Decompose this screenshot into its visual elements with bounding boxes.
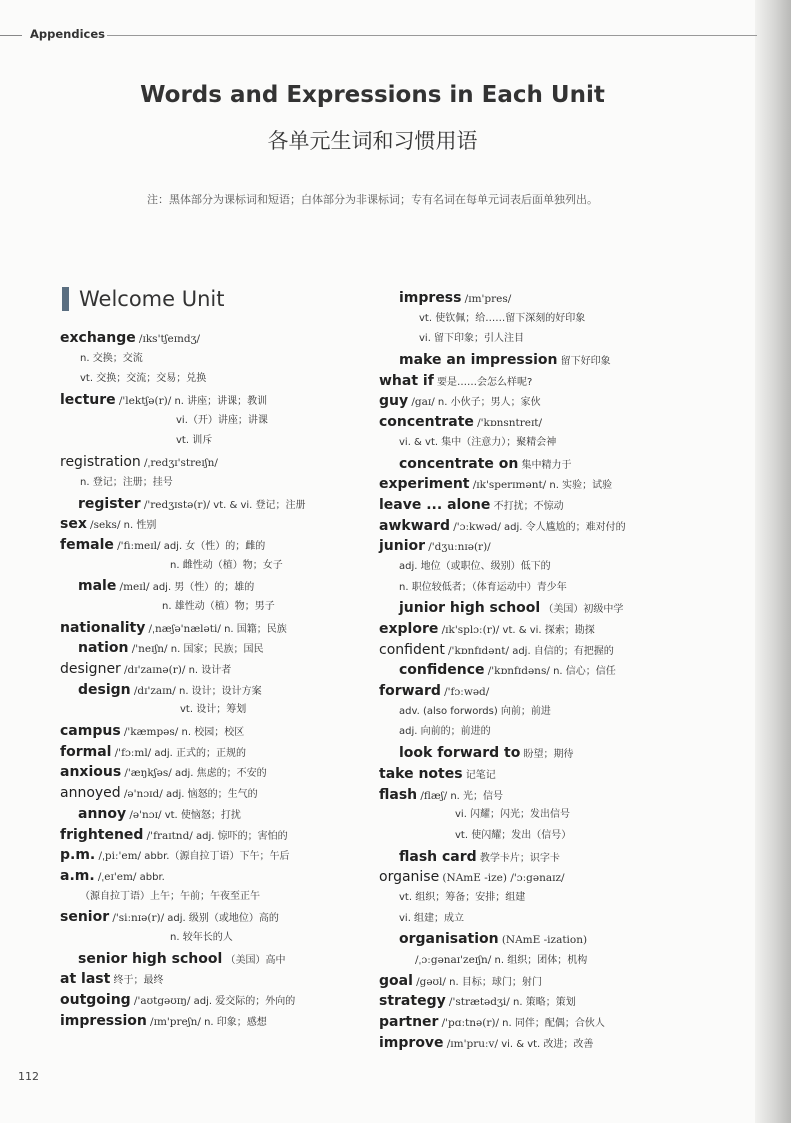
vocab-entry (379, 412, 679, 433)
page-edge-shadow (755, 0, 791, 1123)
definition: vt. 使恼怒；打扰 (164, 809, 241, 821)
definition: n. 策略；策划 (513, 997, 576, 1009)
vocab-entry (60, 349, 360, 370)
definition: 盼望；期待 (523, 749, 574, 761)
phonetic: /ɪks'tʃeɪndʒ/ (138, 333, 201, 345)
vocab-entry (60, 804, 360, 825)
vocab-entry (60, 473, 360, 494)
vocab-entry (379, 598, 679, 619)
vocab-entry (60, 928, 360, 949)
headword: leave ... alone (379, 496, 491, 513)
headword: impression (60, 1012, 147, 1029)
definition: n. 光；信号 (450, 790, 504, 802)
vocab-entry (379, 909, 679, 930)
vocab-entry (379, 764, 679, 785)
definition: （美国）初级中学 (543, 604, 624, 616)
headword: senior high school (78, 950, 223, 967)
vocab-entry (379, 454, 679, 475)
definition: vt. 使钦佩；给……留下深刻的好印象 (419, 312, 586, 324)
definition: n. 印象；感想 (204, 1016, 267, 1028)
phonetic: /'kɒnsntreɪt/ (477, 417, 543, 430)
definition: adj. 女（性）的；雌的 (163, 540, 266, 552)
vocab-entry (379, 329, 679, 350)
vocab-entry (379, 1012, 679, 1033)
headword: impress (399, 290, 462, 306)
vocab-entry (60, 907, 360, 928)
definition: n. 国家；民族；国民 (170, 644, 264, 656)
definition: vt. 组织；筹备；安排；组建 (399, 891, 526, 903)
definition: n. 职位较低者；（体育运动中）青少年 (399, 581, 567, 593)
phonetic: /'kɒnfɪdənt/ (448, 644, 509, 657)
headword: outgoing (60, 992, 131, 1008)
headword: partner (379, 1014, 439, 1031)
phonetic: /meɪl/ (119, 581, 150, 594)
vocab-entry (60, 887, 360, 908)
definition: n. 实验；试验 (549, 480, 613, 492)
definition: adj. 令人尴尬的；难对付的 (504, 521, 626, 533)
vocab-entry (60, 328, 360, 349)
unit-heading (62, 287, 224, 311)
headword: lecture (60, 392, 116, 409)
phonetic: /'fɔːwəd/ (444, 686, 490, 699)
headword: awkward (379, 517, 450, 534)
headword: confidence (399, 662, 485, 679)
vocab-entry (60, 535, 360, 556)
definition: vi. & vt. 改进；改善 (501, 1038, 594, 1050)
headword: sex (60, 516, 87, 533)
vocab-entry (379, 288, 679, 309)
phonetic: /gaɪ/ (411, 396, 435, 409)
definition: vi. & vt. 集中（注意力）；聚精会神 (399, 436, 557, 448)
definition: 教学卡片；识字卡 (479, 852, 560, 864)
phonetic: /'kæmpəs/ (123, 726, 179, 739)
headword: campus (60, 723, 121, 740)
vocab-entry (60, 990, 360, 1011)
vocab-entry (379, 391, 679, 412)
phonetic: /'fiːmeɪl/ (117, 539, 161, 552)
definition: n. 组织；团体；机构 (494, 955, 588, 966)
headword: take notes (379, 765, 463, 782)
headword: formal (60, 743, 112, 760)
vocab-entry (379, 929, 679, 950)
vocab-entry (60, 514, 360, 535)
vocab-entry (60, 1011, 360, 1032)
definition: 集中精力于 (521, 459, 572, 471)
definition: adv. (also forwords) 向前；前进 (399, 705, 551, 717)
definition: 留下好印象 (560, 356, 611, 368)
headword: p.m. (60, 847, 96, 864)
headword: forward (379, 683, 441, 700)
vocab-entry (379, 309, 679, 330)
vocab-entry (379, 826, 679, 847)
vocab-entry (379, 722, 679, 743)
phonetic: /'strætədʒi/ (448, 996, 510, 1009)
headword: frightened (60, 826, 144, 843)
vocab-entry (379, 495, 679, 516)
phonetic: /'siːnɪə(r)/ (112, 912, 165, 925)
headword: designer (60, 661, 121, 677)
phonetic: /gəʊl/ (416, 975, 446, 988)
vocab-entry (379, 1033, 679, 1054)
phonetic: /'neɪʃn/ (131, 643, 168, 656)
vocab-entry (60, 638, 360, 659)
vocab-entry (379, 991, 679, 1012)
phonetic: /'dʒuːnɪə(r)/ (428, 541, 491, 554)
phonetic: /ɪm'preʃn/ (150, 1015, 201, 1028)
vocab-entry (60, 866, 360, 887)
vocab-entry (379, 516, 679, 537)
vocab-entry (379, 743, 679, 764)
vocab-entry (379, 785, 679, 806)
phonetic: /ɪm'pruːv/ (446, 1037, 498, 1050)
phonetic: /ə'nɔɪd/ (123, 788, 163, 801)
headword: senior (60, 909, 110, 926)
definition: n. 雄性动（植）物；男子 (162, 600, 275, 612)
vocab-entry (379, 619, 679, 640)
definition: n. 登记；注册；挂号 (80, 476, 173, 488)
unit-title: Welcome Unit (79, 287, 225, 311)
phonetic: /'kɒnfɪdəns/ (487, 665, 550, 678)
phonetic: /ə'nɔɪ/ (129, 808, 162, 821)
headword: confident (379, 641, 445, 658)
vocab-entry (60, 576, 360, 597)
definition: n. 同伴；配偶；合伙人 (502, 1018, 605, 1030)
definition: n. 小伙子；男人；家伙 (437, 397, 541, 409)
vocab-entry (379, 371, 679, 392)
definition: adj. 级别（或地位）高的 (167, 913, 279, 925)
vocab-entry (379, 640, 679, 661)
definition: vt. 训斥 (176, 435, 213, 447)
vocab-entry (379, 474, 679, 495)
headword: explore (379, 621, 439, 637)
phonetic: /'æŋkʃəs/ (124, 767, 172, 780)
phonetic: /ˌpiː'em/ (98, 850, 142, 863)
definition: （源自拉丁语）上午；午前；午夜至正午 (80, 890, 260, 902)
definition: vi. 组建；成立 (399, 912, 465, 924)
phonetic: /'aʊtgəʊɪŋ/ (133, 995, 191, 1007)
phonetic: /ɪm'pres/ (464, 293, 512, 305)
definition: n. 校园；校区 (181, 727, 245, 739)
definition: adj. 焦虑的；不安的 (174, 768, 267, 780)
vocab-entry (379, 660, 679, 681)
definition: adj. 正式的；正规的 (154, 747, 247, 759)
vocab-entry (60, 659, 360, 680)
definition: vi. 留下印象；引人注目 (419, 333, 525, 345)
page-title-chinese: 各单元生词和习惯用语 (267, 129, 478, 153)
headword: female (60, 536, 114, 553)
definition: （美国）高中 (225, 954, 286, 966)
headword: nation (78, 640, 129, 657)
phonetic: /dɪ'zaɪnə(r)/ (124, 664, 186, 676)
phonetic: /ɪk'splɔː(r)/ (441, 624, 500, 636)
headword: design (78, 681, 131, 698)
header-rule-left (0, 35, 22, 36)
definition: n. 目标；球门；射门 (449, 976, 542, 988)
definition: vt. & vi. 探索；勘探 (502, 625, 595, 636)
definition: vi. 闪耀；闪光；发出信号 (455, 809, 571, 821)
definition: abbr. (139, 871, 165, 883)
vocab-entry (379, 888, 679, 909)
vocab-entry (60, 390, 360, 411)
headword: junior high school (399, 600, 541, 617)
vocabulary-column-right (379, 288, 679, 1053)
definition: adj. 惊吓的；害怕的 (196, 830, 288, 842)
headword: organisation (399, 931, 499, 948)
phonetic: /'ɔːkwəd/ (453, 520, 501, 533)
phonetic: /ˌeɪ'em/ (97, 870, 137, 883)
vocab-entry (60, 762, 360, 783)
phonetic: /ˌredʒɪ'streɪʃn/ (143, 457, 218, 470)
headword: organise (379, 869, 440, 886)
vocab-entry (379, 971, 679, 992)
headword: experiment (379, 476, 470, 493)
definition: 记笔记 (465, 769, 496, 781)
definition: vt. 使闪耀；发出（信号） (455, 829, 572, 841)
vocab-entry (379, 536, 679, 557)
definition: n. 雌性动（植）物；女子 (170, 559, 283, 571)
phonetic: /dɪ'zaɪn/ (133, 684, 176, 697)
vocab-entry (60, 825, 360, 846)
vocab-entry (60, 969, 360, 990)
unit-heading-bar (62, 287, 69, 311)
headword: annoyed (60, 785, 121, 802)
vocab-entry (379, 847, 679, 868)
vocabulary-column-left (60, 328, 360, 1031)
vocab-entry (379, 557, 679, 578)
headword: at last (60, 971, 111, 988)
headword: annoy (78, 805, 127, 822)
phonetic: /ˌnæʃə'næləti/ (148, 622, 221, 635)
headword: what if (379, 372, 434, 389)
vocab-entry (60, 618, 360, 639)
vocab-entry (60, 494, 360, 515)
vocab-entry (60, 783, 360, 804)
definition: n. 性别 (123, 520, 157, 532)
vocab-entry (60, 700, 360, 721)
definition: n. 讲座；讲课；教训 (174, 396, 268, 408)
definition: n. 交换；交流 (80, 352, 143, 364)
definition: 不打扰；不惊动 (493, 500, 564, 512)
vocab-entry (60, 556, 360, 577)
definition: adj. 地位（或职位、级别）低下的 (399, 560, 551, 572)
phonetic: /flæʃ/ (420, 789, 448, 802)
definition: n. 国籍；民族 (224, 623, 287, 635)
headword: flash (379, 786, 418, 803)
definition: adj. 爱交际的；外向的 (193, 996, 296, 1007)
definition: abbr.（源自拉丁语）下午；午后 (144, 851, 290, 863)
phonetic: /'fɔːml/ (114, 746, 152, 759)
vocab-entry (379, 578, 679, 599)
definition: n. 设计；设计方案 (178, 685, 262, 697)
headword: anxious (60, 764, 122, 781)
headword: concentrate (379, 414, 474, 431)
phonetic: /'redʒɪstə(r)/ (143, 498, 211, 511)
vocab-entry (379, 950, 679, 971)
phonetic: /'fraɪtnd/ (146, 829, 193, 842)
definition: 终于；最终 (113, 975, 164, 987)
headword: flash card (399, 848, 477, 865)
vocab-entry (379, 702, 679, 723)
headword: make an impression (399, 352, 558, 369)
headword: nationality (60, 619, 146, 636)
header-rule-right (107, 35, 757, 36)
vocab-entry (379, 681, 679, 702)
vocab-entry (60, 845, 360, 866)
headword: register (78, 495, 141, 512)
definition: vi.（开）讲座；讲课 (176, 414, 268, 426)
definition: adj. 向前的；前进的 (399, 726, 491, 738)
headword: exchange (60, 330, 136, 346)
definition: vt. 设计；筹划 (180, 704, 247, 716)
definition: vt. & vi. 登记；注册 (213, 499, 306, 511)
vocab-entry (379, 805, 679, 826)
headword: junior (379, 538, 426, 555)
headword: strategy (379, 993, 446, 1010)
definition: 要是……会怎么样呢? (437, 376, 533, 388)
legend-note: 注：黑体部分为课标词和短语；白体部分为非课标词；专有名词在每单元词表后面单独列出。 (147, 193, 598, 206)
headword: concentrate on (399, 455, 519, 472)
definition: adj. 恼怒的；生气的 (165, 789, 258, 801)
page-title-english: Words and Expressions in Each Unit (140, 82, 605, 108)
headword: goal (379, 972, 413, 989)
vocab-entry (379, 350, 679, 371)
headword: registration (60, 454, 141, 471)
definition: n. 设计者 (188, 665, 232, 676)
definition: adj. 男（性）的；雄的 (152, 582, 255, 594)
vocab-entry (60, 742, 360, 763)
phonetic: /ˌɔːgənaɪ'zeɪʃn/ (415, 954, 492, 966)
vocab-entry (379, 433, 679, 454)
phonetic: /ɪk'sperɪmənt/ (472, 479, 547, 492)
vocab-entry (60, 369, 360, 390)
vocab-entry (60, 680, 360, 701)
phonetic: /'lektʃə(r)/ (118, 395, 172, 408)
vocab-entry (60, 452, 360, 473)
page-number: 112 (18, 1070, 39, 1083)
definition: adj. 自信的；有把握的 (512, 645, 614, 657)
phonetic: (NAmE -ization) (501, 934, 588, 947)
definition: vt. 交换；交流；交易；兑换 (80, 373, 207, 385)
vocab-entry (60, 411, 360, 432)
vocab-entry (60, 431, 360, 452)
vocab-entry (60, 721, 360, 742)
phonetic: (NAmE -ize) /'ɔːgənaɪz/ (442, 872, 565, 885)
vocab-entry (60, 949, 360, 970)
headword: guy (379, 393, 409, 410)
definition: n. 信心；信任 (553, 666, 616, 678)
vocab-entry (60, 597, 360, 618)
section-label: Appendices (30, 27, 105, 41)
headword: a.m. (60, 867, 95, 884)
headword: improve (379, 1034, 444, 1051)
phonetic: /seks/ (90, 519, 121, 532)
phonetic: /'pɑːtnə(r)/ (441, 1017, 499, 1030)
vocab-entry (379, 867, 679, 888)
headword: male (78, 578, 117, 595)
definition: n. 较年长的人 (170, 931, 233, 943)
headword: look forward to (399, 745, 521, 762)
